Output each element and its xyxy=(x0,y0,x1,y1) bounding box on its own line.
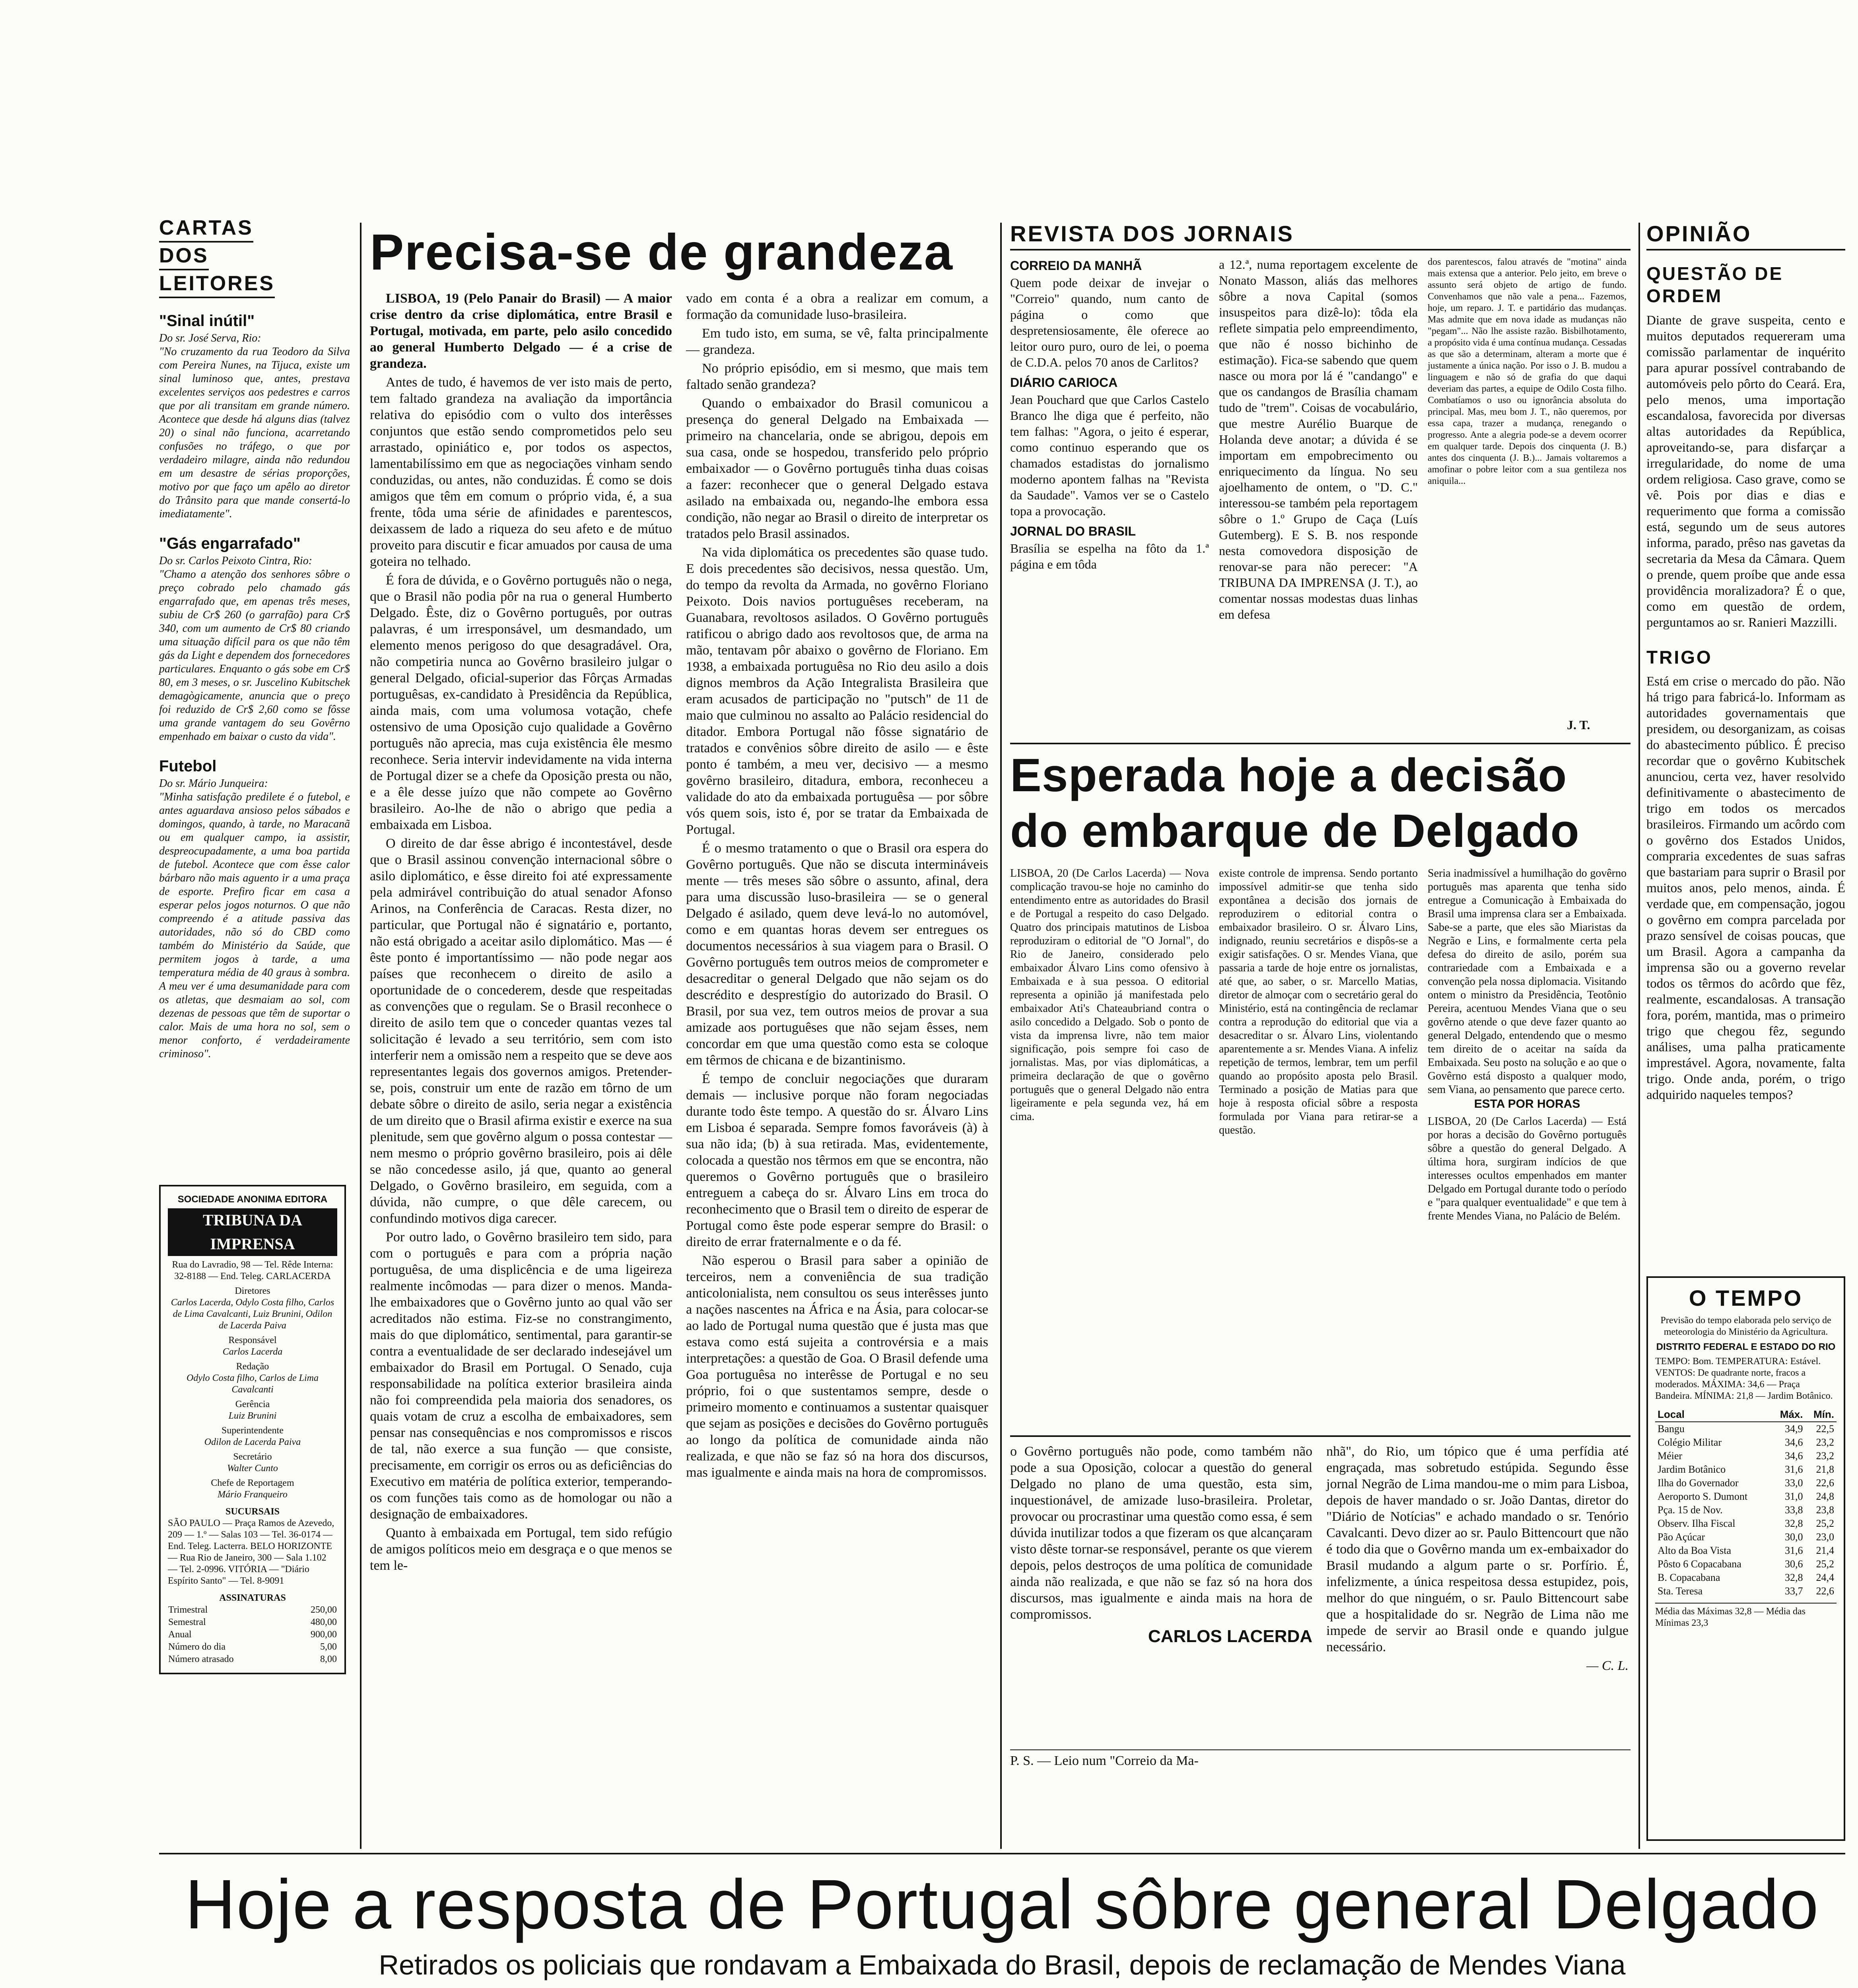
temperature-min: 21,4 xyxy=(1816,1545,1834,1556)
editorial-signature: CARLOS LACERDA xyxy=(1148,1627,1312,1646)
trigo-title: TRIGO xyxy=(1646,647,1712,668)
expediente-sucursais: SÃO PAULO — Praça Ramos de Azevedo, 209 — 1.º — Salas 103 — Tel. 36-0174 — End. Teleg. Lacterra. BELO HORIZONTE — Rua Rio de Janeiro, 300 — Sala 1.102 — Tel. 2-0996. VITÓRIA — "Diário Espírito Santo" — Tel. 8-9091 xyxy=(168,1518,334,1586)
questao-title: QUESTÃO DE ORDEM xyxy=(1646,263,1784,306)
temperature-place: Colégio Militar xyxy=(1658,1437,1722,1448)
expediente-secretario-label: Secretário xyxy=(233,1452,272,1462)
expediente-redacao-label: Redação xyxy=(236,1361,269,1372)
section-rule xyxy=(1010,743,1631,744)
temperature-max: 31,6 xyxy=(1785,1545,1803,1556)
editorial-col-3 xyxy=(1010,1443,1312,1738)
temperature-max: 34,6 xyxy=(1785,1450,1803,1462)
column-divider xyxy=(360,223,361,1849)
assinatura-row xyxy=(168,1653,337,1666)
tempo-box xyxy=(1646,1276,1845,1841)
porhoras-heading: ESTA POR HORAS xyxy=(1474,1097,1580,1110)
editorial-paragraph: É fora de dúvida, e o Govêrno português não o nega, que o Brasil não podia pôr na rua o general Humberto Delgado. Êste, diz o Govêrno português, por outras palavras, é um irresponsável, um desmandado, um elemento menos perigoso do que desagradável. Ora, não competiria nunca ao Govêrno brasileiro julgar o general Delgado, oficial-superior das Fôrças Armadas portuguêsas, ex-candidato à Presidência da República, ainda mais, com uma volumosa votação, chefe ostensivo de uma Oposição cujo qualidade a Govêrno português não aprecia, mas cuja existência êle mesmo reconhece. Seria intervir indevidamente na vida interna de Portugal dizer se a chefe da Oposição presta ou não, e a êle desse juízo que não compete ao Govêrno brasileiro. Ao-lhe de não o abrigo que pedia a embaixada em Lisboa. xyxy=(370,573,672,832)
editorial-paragraph: nhã", do Rio, um tópico que é uma perfídia até engraçada, mas sobretudo estúpida. Segundo êsse jornal Negrão de Lima mandou-me o mim para Lisboa, depois de haver mandado o sr. João Dantas, diretor do "Diário de Notícias" e achado mandado o sr. Tenório Cavalcanti. Devo dizer ao sr. Paulo Bittencourt que não é todo dia que o Govêrno manda um ex-embaixador do Brasil mudando a algum parte o sr. Porfírio. É, infelizmente, a única respeitosa dessa estupidez, pois, melhor do que ninguém, o sr. Paulo Bittencourt sabe que a hospitalidade do sr. Negrão de Lima não me impede de servir ao Brasil onde e quando julgue necessário. xyxy=(1326,1444,1629,1654)
temperature-min: 22,6 xyxy=(1816,1477,1834,1489)
expediente-company: SOCIEDADE ANONIMA EDITORA xyxy=(177,1194,328,1205)
temperature-row xyxy=(1655,1517,1837,1530)
editorial-ps-signature: — C. L. xyxy=(1586,1658,1629,1673)
expediente-gerencia-label: Gerência xyxy=(235,1399,270,1409)
revista-signature: J. T. xyxy=(1567,718,1590,732)
porhoras-block xyxy=(1428,1097,1627,1423)
revista-text-correio: Quem pode deixar de invejar o "Correio" quando, num canto de página o como que despretensiosamente, êle oferece ao leitor ouro puro, ouro de lei, o poema de C.D.A. pelos 70 anos de Carlitos? xyxy=(1010,276,1209,369)
temperature-row xyxy=(1655,1557,1837,1571)
revista-text-jb: Brasília se espelha na fôto da 1.ª página e em tôda xyxy=(1010,541,1209,571)
temperature-min: 24,4 xyxy=(1816,1572,1834,1583)
questao-text: Diante de grave suspeita, cento e muitos deputados requereram uma comissão parlamentar de inquérito para apurar possível contrabando de automóveis pelo pôrto do Ceará. Era, pelo menos, uma importação escandalosa, favorecida por diversas altas autoridades da República, aproveitando-se, para disfarçar a irregularidade, do nome de uma ordem religiosa. Caso grave, como se vê. Pois por dias e dias e requerimento que forma a comissão está, segundo um de seus autores informa, parado, prêso nas gavetas da secretaria da Mesa da Câmara. Quem o prende, quem proíbe que ande essa providência moralizadora? É o que, como em questão de ordem, perguntamos ao sr. Ranieri Mazzilli. xyxy=(1646,313,1845,630)
expediente-chefe-label: Chefe de Reportagem xyxy=(211,1478,294,1488)
editorial-ps: P. S. — Leio num "Correio da Ma- xyxy=(1010,1749,1631,1769)
main-subhead: Retirados os policiais que rondavam a Embaixada do Brasil, depois de reclamação de Mendes Viana xyxy=(379,1949,1626,1980)
temperature-place: Pôsto 6 Copacabana xyxy=(1658,1558,1741,1570)
temperature-min: 23,0 xyxy=(1816,1531,1834,1543)
section-rule xyxy=(159,1853,1845,1854)
expediente-responsible-label: Responsável xyxy=(228,1335,277,1345)
temperature-place: Observ. Ilha Fiscal xyxy=(1658,1518,1736,1529)
temperature-min: 25,2 xyxy=(1816,1558,1834,1570)
temperature-min: 23,8 xyxy=(1816,1504,1834,1516)
expediente-assinaturas-label: ASSINATURAS xyxy=(219,1593,286,1603)
editorial-col-1 xyxy=(370,290,672,1849)
temperature-place: B. Copacabana xyxy=(1658,1572,1720,1583)
revista-paper-diario: DIÁRIO CARIOCA xyxy=(1010,375,1118,390)
letter-1-title: "Sinal inútil" xyxy=(159,312,255,330)
temperature-row xyxy=(1655,1449,1837,1463)
temperature-row xyxy=(1655,1463,1837,1476)
temperature-max: 34,6 xyxy=(1785,1437,1803,1448)
editorial-paragraph: vado em conta é a obra a realizar em comum, a formação da comunidade luso-brasileira. xyxy=(686,291,988,322)
temperature-min: 22,5 xyxy=(1816,1423,1834,1435)
assinatura-price: 8,00 xyxy=(320,1654,337,1664)
editorial-paragraph: LISBOA, 19 (Pelo Panair do Brasil) — A maior crise dentro da crise diplomática, entre Brasil e Portugal, motivada, em parte, pelo asilo concedido ao general Humberto Delgado — é a crise de grandeza. xyxy=(370,291,672,371)
expediente-redacao: Odylo Costa filho, Carlos de Lima Cavalcanti xyxy=(186,1373,319,1395)
cartas-heading xyxy=(159,215,350,298)
temperature-max: 32,8 xyxy=(1785,1572,1803,1583)
assinatura-row xyxy=(168,1616,337,1629)
esperada-headline: Esperada hoje a decisão do embarque de Delgado xyxy=(1010,749,1580,857)
temperature-max: 32,8 xyxy=(1785,1518,1803,1529)
assinatura-label: Número do dia xyxy=(168,1642,225,1652)
letter-3-body: "Minha satisfação predilete é o futebol, e antes aguardava ansioso pelos sábados e domingos, quando, à tarde, no Maracanã ou em qualquer campo, ia assistir, despreocupadamente, a uma boa partida de futebol. Acontece que com êsse calor bárbaro não mais aguento ir a uma praça de esporte. Prefiro ficar em casa a esperar pelos jogos noturnos. O que não compreendo é a atitude passiva das autoridades, não só do CBD como também do Ministério da Saúde, que permitem jogos à tarde, a uma temperatura média de 40 graus à sombra. A meu ver é uma desumanidade para com os atletas, que desmaiam ao sol, com dezenas de pessoas que têm de suportar o calor. Mais de uma hora no sol, sem o menor conforto, é verdadeiramente criminoso". xyxy=(159,791,350,1060)
temperature-min: 23,2 xyxy=(1816,1450,1834,1462)
letter-2-from: Do sr. Carlos Peixoto Cintra, Rio: xyxy=(159,555,313,567)
revista-col-3: dos parentescos, falou através de "motina" ainda mais extensa que a anterior. Pelo jeito, em breve o assunto será objeto de artigo de fundo. Convenhamos que não vale a pena... Fazemos, hoje, um reparo. J. T. e partidário das mudanças. Mas admite que em nova idade as mudanças não "pegam"... Não lhe assiste razão. Bisbilhotamento, a propósito vida é uma contínua mudança. Cessadas as que são a determinam, alteram a morte que é justamente a única nação. Por isso o J. B. mudou a linguagem e não só de grafia do que daqui deveriam das partes, a equipe de Odilo Costa filho. Combatíamos o uso ou ignorância absoluta do principal. Mas, meu bom J. T., não queremos, por essa capa, trazer a mudança, renegando o progresso. Ante a alegria pode-se a devem ocorrer em qualquer tarde. Depois dos cinquenta (J. B.) antes dos cinquenta (J. B.)... Jamais voltaremos a amofinar o pobre leitor com a sua gentileza nos aniquila... xyxy=(1428,257,1627,486)
expediente-responsible: Carlos Lacerda xyxy=(222,1347,283,1357)
temperature-max: 33,7 xyxy=(1785,1585,1803,1597)
expediente-superint-label: Superintendente xyxy=(222,1425,284,1436)
revista-heading: REVISTA DOS JORNAIS xyxy=(1010,221,1631,250)
trigo-text: Está em crise o mercado do pão. Não há trigo para fabricá-lo. Informam as autoridades governamentais que presidem, ou desorganizam, as coisas do abastecimento público. É preciso recordar que o govêrno Kubitschek anunciou, certa vez, haver resolvido definitivamente o abastecimento de trigo em todos os mercados brasileiros. Firmando um acôrdo com o govêrno dos Estados Unidos, compraria excedentes de suas safras que bastariam para suprir o Brasil por muitos anos, pelo menos, ainda. É verdade que, em compensação, jogou o govêrno em compra parcelada por prazo sensível de coisas poucas, que um Brasil. Agora a campanha da imprensa são ou a governo revelar todos os têrmos do acôrdo que fêz, realmente, escandalosas. A transação fora, porém, mantida, mas o primeiro trigo que chegou fêz, segundo análises, uma palha praticamente imprestável. Agora, novamente, falta trigo. Onde anda, porém, o trigo adquirido naqueles tempos? xyxy=(1646,674,1845,1102)
editorial-paragraph: Quando o embaixador do Brasil comunicou a presença do general Delgado na Embaixada — primeiro na chancelaria, onde se abrigou, depois em sua casa, onde se hospedou, transferido pelo próprio embaixador — o Govêrno português tinha duas coisas a fazer: reconhecer que o general Delgado estava asilado na embaixada ou, negando-lhe embora essa condição, não negar ao Brasil o direito de interpretar os tratados pelo Brasil assinados. xyxy=(686,396,988,541)
temperature-place: Jardim Botânico xyxy=(1658,1464,1726,1475)
porhoras-text: LISBOA, 20 (De Carlos Lacerda) — Está por horas a decisão do Govêrno português sôbre a questão do general Delgado. A última hora, surgiram indícios de que interesses ocultos empenhados em manter Delgado em Portugal durante todo o período e "para qualquer eventualidade" e que tem à frente Mendes Viana, no Palácio de Belém. xyxy=(1428,1115,1627,1222)
temperature-header-row xyxy=(1655,1408,1837,1422)
temperature-min: 24,8 xyxy=(1816,1491,1834,1502)
main-headline: Hoje a resposta de Portugal sôbre general Delgado xyxy=(185,1866,1819,1943)
editorial-paragraph: É tempo de concluir negociações que duraram demais — inclusive porque não foram negociadas durante todo êste tempo. A questão do sr. Álvaro Lins em Lisboa é separada. Sempre fomos favoráveis (à) à sua não ida; (b) à sua retirada. Mas, evidentemente, colocada a questão nos têrmos em que se encontra, não queremos o Govêrno português que o brasileiro entreguem a cabeça do sr. Álvaro Lins em troca do reconhecimento que o Brasil tem o direito de esperar de Portugal como êste pode esperar sempre do Brasil: o direito de errar fraternalmente e o da fé. xyxy=(686,1072,988,1249)
editorial-paragraph: o Govêrno português não pode, como também não pode a sua Oposição, colocar a questão do general Delgado no plano de uma questão, esta sim, inquestionável, de amizade luso-brasileira. Proletar, provocar ou procrastinar uma questão como essa, é sem dúvida inutilizar todos a que fizeram os que alcançaram visto dêste tornar-se responsável, perante os que vierem depois, pelos destroços de uma política de comunidade ainda não realizada, e que não se faz só na hora dos discursos, mas igualmente e ainda mais na hora de compromissos. xyxy=(1010,1444,1312,1622)
assinatura-price: 480,00 xyxy=(311,1617,337,1627)
temperature-place: Ilha do Governador xyxy=(1658,1477,1739,1489)
temperature-row xyxy=(1655,1436,1837,1449)
revista-section xyxy=(1010,221,1631,742)
temperature-header: Máx. xyxy=(1771,1408,1806,1422)
expediente-address: Rua do Lavradio, 98 — Tel. Rêde Interna: 32-8188 — End. Teleg. CARLACERDA xyxy=(172,1260,333,1281)
editorial-paragraph: O direito de dar êsse abrigo é incontestável, desde que o Brasil assinou convenção internacional sôbre o asilo diplomático, e êsse direito foi até expressamente pela admirável contribuição do atual senador Afonso Arinos, na Conferência de Caracas. Resta dizer, no particular, que Portugal não é signatário e, portanto, não está obrigado a aceitar asilo diplomático. Mas — é êste ponto é importantíssimo — não pode negar aos países que reconhecem o direito de asilo a oportunidade de o concederem, desde que respeitadas as convenções que o regulam. Se o Brasil reconhece o direito de asilo tem que o conceder quantas vezes tal solicitação é levado a seu território, sem com isto interferir nem a omissão nem a respeito que se deve aos representantes legais dos governos amigos. Pretender-se, pois, construir um ente de razão em tôrno de um debate sôbre o direito de asilo, seria negar a existência de um direito que o Brasil afirma existir e exerce na sua plenitude, sem que govêrno algum o possa contestar — nem mesmo o próprio govêrno brasileiro, pois ai dêle se não concedesse asilo, já que, quanto ao general Delgado, o Govêrno brasileiro, em seguida, com a dúvida, não cumpre, o que dêle carecem, ou confundindo motivos diga carecer. xyxy=(370,836,672,1226)
revista-col-2: a 12.ª, numa reportagem excelente de Nonato Masson, aliás das melhores sôbre a nova Capital (somos insuspeitos para dizê-lo): tôda ela reflete simpatia pelo empreendimento, que não é nosso bichinho de estimação). Fica-se sabendo que quem nasce ou mora por lá é "candango" e que os candangos de Brasília chamam tudo de "trem". Coisas de vocabulário, que mestre Aurélio Buarque de Holanda deve anotar; a dúvida é se importam em empobrecimento ou enriquecimento da língua. No seu ajoelhamento de ontem, o "D. C." interessou-se também pela reportagem sôbre o 1.º Grupo de Caça (Luís Gutemberg). E S. B. nos responde nesta comovedora disposição de renovar-se para não perecer: "A TRIBUNA DA IMPRENSA (J. T.), ao comentar nossas modestas duas linhas em defesa xyxy=(1219,257,1418,621)
cartas-heading-line2: DOS xyxy=(159,243,209,270)
letter-2-title: "Gás engarrafado" xyxy=(159,535,301,552)
temperature-min: 23,2 xyxy=(1816,1437,1834,1448)
expediente-superint: Odilon de Lacerda Paiva xyxy=(204,1437,301,1447)
esperada-col-1: LISBOA, 20 (De Carlos Lacerda) — Nova complicação travou-se hoje no caminho do entendimento entre as autoridades do Brasil e de Portugal a respeito do caso Delgado. Quatro dos principais matutinos de Lisboa reproduziram o editorial de "O Jornal", do Rio de Janeiro, considerado pelo embaixador Álvaro Lins como ofensivo à Embaixada e à sua pessoa. O editorial representa a opinião já manifestada pelo embaixador Ati's Chateaubriand contra o asilo concedido a Delgado. Sob o ponto de vista da imprensa livre, não tem maior significação, pois sempre foi caso de jornalistas. Mas, por vias diplomáticas, a primeira declaração de que o govêrno português que o general Delgado não entra ligeiramente e pela segunda vez, há em cima. xyxy=(1010,867,1209,1123)
letter-3-title: Futebol xyxy=(159,757,217,775)
assinatura-row xyxy=(168,1604,337,1616)
temperature-row xyxy=(1655,1476,1837,1490)
assinatura-label: Número atrasado xyxy=(168,1654,234,1664)
temperature-row xyxy=(1655,1571,1837,1584)
temperature-place: Pão Açúcar xyxy=(1658,1531,1705,1543)
temperature-place: Alto da Boa Vista xyxy=(1658,1545,1731,1556)
temperature-row xyxy=(1655,1503,1837,1517)
column-divider xyxy=(1000,223,1002,1849)
assinatura-price: 900,00 xyxy=(311,1629,337,1640)
temperature-row xyxy=(1655,1584,1837,1598)
assinatura-label: Anual xyxy=(168,1629,192,1640)
temperature-row xyxy=(1655,1490,1837,1503)
expediente-secretario: Walter Cunto xyxy=(227,1463,278,1474)
temperature-max: 31,0 xyxy=(1785,1491,1803,1502)
tempo-note: Média das Máximas 32,8 — Média das Mínimas 23,3 xyxy=(1655,1603,1837,1629)
temperature-row xyxy=(1655,1530,1837,1544)
temperature-max: 34,9 xyxy=(1785,1423,1803,1435)
letter-3-from: Do sr. Mário Junqueira: xyxy=(159,777,268,790)
section-rule xyxy=(1010,1435,1631,1437)
revista-paper-correio: CORREIO DA MANHÃ xyxy=(1010,258,1142,273)
assinatura-price: 250,00 xyxy=(311,1605,337,1615)
tempo-heading: O TEMPO xyxy=(1689,1285,1803,1310)
temperature-place: Méier xyxy=(1658,1450,1683,1462)
cartas-heading-line1: CARTAS xyxy=(159,215,253,243)
esperada-col-2: existe controle de imprensa. Sendo portanto impossível admitir-se que tenha sido expontânea a decisão dos jornais de reproduzirem o editorial contra o embaixador brasileiro. O sr. Álvaro Lins, indignado, reuniu secretários e dispôs-se a exigir satisfações. O sr. Mendes Viana, que passaria a tarde de hoje entre os jornalistas, até que, ao saber, o sr. Marcello Matias, diretor de almoçar com o secretário geral do Ministério, está na contingência de reclamar contra a reprodução do editorial que via a desacreditar o sr. Álvaro Lins, violentando aparentemente a sr. Mendes Viana. A infeliz repetição de termos, lembrar, tem um perfil quando ao propósito aposta pelo Brasil. Terminado a posição de Matias para que hoje à resposta oficial sôbre a resposta formulada por Viana para retirar-se a questão. xyxy=(1219,867,1418,1136)
letter-1-from: Do sr. José Serva, Rio: xyxy=(159,332,261,344)
cartas-heading-line3: LEITORES xyxy=(159,270,275,298)
editorial-paragraph: Antes de tudo, é havemos de ver isto mais de perto, tem faltado grandeza na avaliação da importância relativa do episódio com o vulto dos interêsses conjuntos que estão sendo comprometidos pelo seu arrastado, opiniático e, por todos os aspectos, lamentabilíssimo em que as negociações vinham sendo conduzidas, ou antes, não conduzidas. É como se dois amigos que têm em comum o próprio vida, é, a sua frente, tôda uma série de afinidades e parentescos, deixassem de lado a riqueza do seu afeto e de mútuo proveito para discutir e ficar amuados por causa de uma goteira no telhado. xyxy=(370,375,672,569)
editorial-paragraph: É o mesmo tratamento o que o Brasil ora espera do Govêrno português. Que não se discuta intermináveis mente — três meses são sôbre o assunto, afinal, dera para uma discussão luso-brasileira — se o general Delgado é asilado, quem deve levá-lo no automóvel, como e em quantas horas devem ser entregues os documentos necessários à sua viagem para o Brasil. O Govêrno português tem outros meios de comprometer e desacreditar o general Delgado que não sejam os do descrédito e desprestígio do autorizado do Brasil. O Brasil, por sua vez, tem outros meios de provar a sua amizade aos portuguêses que não sejam êsses, nem concordar em que uma questão como esta se coloque em têrmos de chicana e de bizantinismo. xyxy=(686,841,988,1068)
expediente-gerencia: Luiz Brunini xyxy=(228,1411,277,1421)
opiniao-heading: OPINIÃO xyxy=(1646,221,1845,250)
letter-1-body: "No cruzamento da rua Teodoro da Silva com Pereira Nunes, na Tijuca, existe um sinal luminoso que, antes, prestava excelentes serviços aos pedestres e carros que por ali transitam em grande número. Acontece que desde há alguns dias (talvez 20) o sinal não funciona, acarretando confusões no tráfego, o que por verdadeiro milagre, ainda não redundou em um desastre de sérias proporções, motivo por que faço um apêlo ao diretor do Trânsito para que mande consertá-lo imediatamente". xyxy=(159,346,350,520)
temperature-min: 22,6 xyxy=(1816,1585,1834,1597)
temperature-max: 31,6 xyxy=(1785,1464,1803,1475)
assinatura-price: 5,00 xyxy=(320,1642,337,1652)
editorial-paragraph: No próprio episódio, em si mesmo, que mais tem faltado senão grandeza? xyxy=(686,361,988,392)
revista-col-1 xyxy=(1010,256,1209,734)
expediente-directors-label: Diretores xyxy=(235,1286,270,1296)
temperature-place: Bangu xyxy=(1658,1423,1685,1435)
esperada-col-3: Seria inadmissível a humilhação do govêrno português mas aparenta que tenha sido entregue a Comunicação à Embaixada do Brasil uma imprensa clara ser a Embaixada. Sabe-se a parte, que eles são Miaristas da Negrão e Lins, e formalmente certa pela defesa do direito de asilo, porém sua contrariedade com a Embaixada e a convenção pela nossa diplomacia. Visitando ontem o ministro da Presidência, Teotônio Pereira, acentuou Mendes Viana que o seu govêrno atende o que deve fazer quanto ao general Delgado, entendendo que o mesmo tem direito de o aceitar na saída da Embaixada. Seu posto na solução e ao que o Govêrno está disposto a qualquer modo, sem Viana, ao pensamento que parece certo. xyxy=(1428,867,1627,1096)
esperada-section xyxy=(1010,747,1631,1431)
expediente-box xyxy=(159,1185,346,1674)
editorial-paragraph: Em tudo isto, em suma, se vê, falta principalmente — grandeza. xyxy=(686,326,988,357)
editorial-col-4 xyxy=(1326,1443,1629,1738)
temperature-max: 33,8 xyxy=(1785,1504,1803,1516)
editorial-col-2 xyxy=(686,290,988,1849)
tempo-intro: Previsão do tempo elaborada pelo serviço de meteorologia do Ministério da Agricultura. xyxy=(1660,1315,1831,1337)
assinatura-row xyxy=(168,1629,337,1641)
cartas-section xyxy=(159,215,350,1853)
temperature-max: 30,0 xyxy=(1785,1531,1803,1543)
editorial-paragraph: Não esperou o Brasil para saber a opinião de terceiros, nem a conveniência de sua tradição anticolonialista, nem consultou os seus interêsses junto a nações nascentes na África e na Ásia, para colocar-se ao lado de Portugal numa questão que é justa mas que estava como está sujeita a controvérsia e a mais interpretações: a questão de Goa. O Brasil defende uma Goa portuguêsa no interêsse de Portugal e no seu próprio, foi o que sustentamos sempre, desde o primeiro momento e continuamos a sustentar quaisquer que sejam as posições e decisões do Govêrno português ao longo da política de comunidade ainda não realizada, e que não se faz só na hora dos discursos, mas igualmente e ainda mais na hora de compromissos. xyxy=(686,1253,988,1480)
temperature-table xyxy=(1655,1408,1837,1598)
revista-text-diario: Jean Pouchard que que Carlos Castelo Branco lhe diga que é perfeito, não tem falhas: "Agora, o jeito é esperar, como continuo esperando que os chamados estadistas do jornalismo moderno apontem falhas na "Revista da Saudade". Vamos ver se o Castelo topa a provocação. xyxy=(1010,392,1209,518)
expediente-masthead: TRIBUNA DA IMPRENSA xyxy=(168,1208,337,1256)
assinatura-label: Semestral xyxy=(168,1617,206,1627)
letter-2-body: "Chamo a atenção dos senhores sôbre o preço cobrado pelo chamado gás engarrafado que, em apenas três meses, subiu de Cr$ 260 (o garrafão) para Cr$ 340, com um aumento de Cr$ 80 criando uma situação difícil para os que não têm gás da Light e dependem dos fornecedores particulares. Enquanto o gás sobe em Cr$ 80, em 3 meses, o sr. Juscelino Kubitschek demagògicamente, anuncia que o preço foi reduzido de Cr$ 2,60 como se fôsse uma grande vantagem do seu Govêrno empenhado em baixar o custo da vida". xyxy=(159,568,350,743)
temperature-place: Sta. Teresa xyxy=(1658,1585,1703,1597)
temperature-header: Local xyxy=(1655,1408,1771,1422)
temperature-min: 21,8 xyxy=(1816,1464,1834,1475)
temperature-row xyxy=(1655,1544,1837,1557)
assinatura-row xyxy=(168,1641,337,1653)
revista-paper-jb: JORNAL DO BRASIL xyxy=(1010,524,1136,538)
temperature-min: 25,2 xyxy=(1816,1518,1834,1529)
editorial-paragraph: Por outro lado, o Govêrno brasileiro tem sido, para com o português e para com a própria nação portuguêsa, de uma displicência e de uma ligeireza realmente incômodas — para dizer o menos. Manda-lhe embaixadores que o Govêrno junto ao qual vão ser acreditados não estima. Fiz-se no constrangimento, mais do que diplomático, sentimental, para garantir-se contra a eventualidade de ser declarado indesejável um embaixador do Brasil em Portugal. O Senado, cuja responsabilidade na política exterior brasileira ainda não foi compreendida pela maioria dos senadores, os quais votam de cruz a escolha de embaixadores, sem pensar nas consequências e nos compromissos e riscos de tal, não exerce a sua função — que consiste, precisamente, em corrigir os erros ou as deficiências do Executivo em matéria de política exterior, temperando-os com funções tais como as de homologar ou não a designação de embaixadores. xyxy=(370,1230,672,1522)
assinaturas-table xyxy=(168,1604,337,1666)
editorial-section xyxy=(370,223,990,1853)
cartas-letters xyxy=(159,314,350,1061)
editorial-paragraph: Na vida diplomática os precedentes são quase tudo. E dois precedentes são decisivos, nessa questão. Um, do tempo da revolta da Armada, no govêrno Floriano Peixoto. Dois navios portuguêses receberam, na Guanabara, revoltosos asilados. O Govêrno português ratificou o abrigo dado aos revoltosos que, de arma na mão, tentavam pôr abaixo o govêrno de Floriano. Em 1938, a embaixada portuguêsa no Rio deu asilo a dois dignos membros da Ação Integralista Brasileira que eram acusados de participação no "putsch" de 11 de maio que culminou no assalto ao Palácio residencial do ditador. Embora Portugal não fôsse signatário de tratados e convênios sôbre direito de asilo — e êste ponto é também, a meu ver, decisivo — a mesmo govêrno brasileiro, ditadura, embora, reconheceu a validade do ato da embaixada portuguêsa — por sôbre vós quem sois, isto é, por se tratar da Embaixada de Portugal. xyxy=(686,545,988,837)
editorial-paragraph: Quanto à embaixada em Portugal, tem sido refúgio de amigos políticos meio em desgraça e o que menos se tem le- xyxy=(370,1526,672,1573)
column-divider xyxy=(1638,223,1640,1849)
expediente-directors: Carlos Lacerda, Odylo Costa filho, Carlos de Lima Cavalcanti, Luiz Brunini, Odilon de Lacerda Paiva xyxy=(171,1297,334,1331)
expediente-chefe: Mário Franqueiro xyxy=(218,1489,288,1500)
editorial-title: Precisa-se de grandeza xyxy=(370,224,953,281)
tempo-forecast: TEMPO: Bom. TEMPERATURA: Estável. VENTOS: De quadrante norte, fracos a moderados. MÁXIMA: 34,6 — Praça Bandeira. MÍNIMA: 21,8 — Jardim Botânico. xyxy=(1655,1356,1833,1401)
temperature-header: Mín. xyxy=(1806,1408,1837,1422)
temperature-row xyxy=(1655,1422,1837,1436)
assinatura-label: Trimestral xyxy=(168,1605,208,1615)
temperature-max: 30,6 xyxy=(1785,1558,1803,1570)
expediente-sucursais-label: SUCURSAIS xyxy=(225,1507,280,1517)
temperature-place: Pça. 15 de Nov. xyxy=(1658,1504,1723,1516)
temperature-place: Aeroporto S. Dumont xyxy=(1658,1491,1748,1502)
temperature-max: 33,0 xyxy=(1785,1477,1803,1489)
tempo-df-label: DISTRITO FEDERAL E ESTADO DO RIO xyxy=(1656,1342,1836,1352)
opiniao-section xyxy=(1646,221,1845,1262)
